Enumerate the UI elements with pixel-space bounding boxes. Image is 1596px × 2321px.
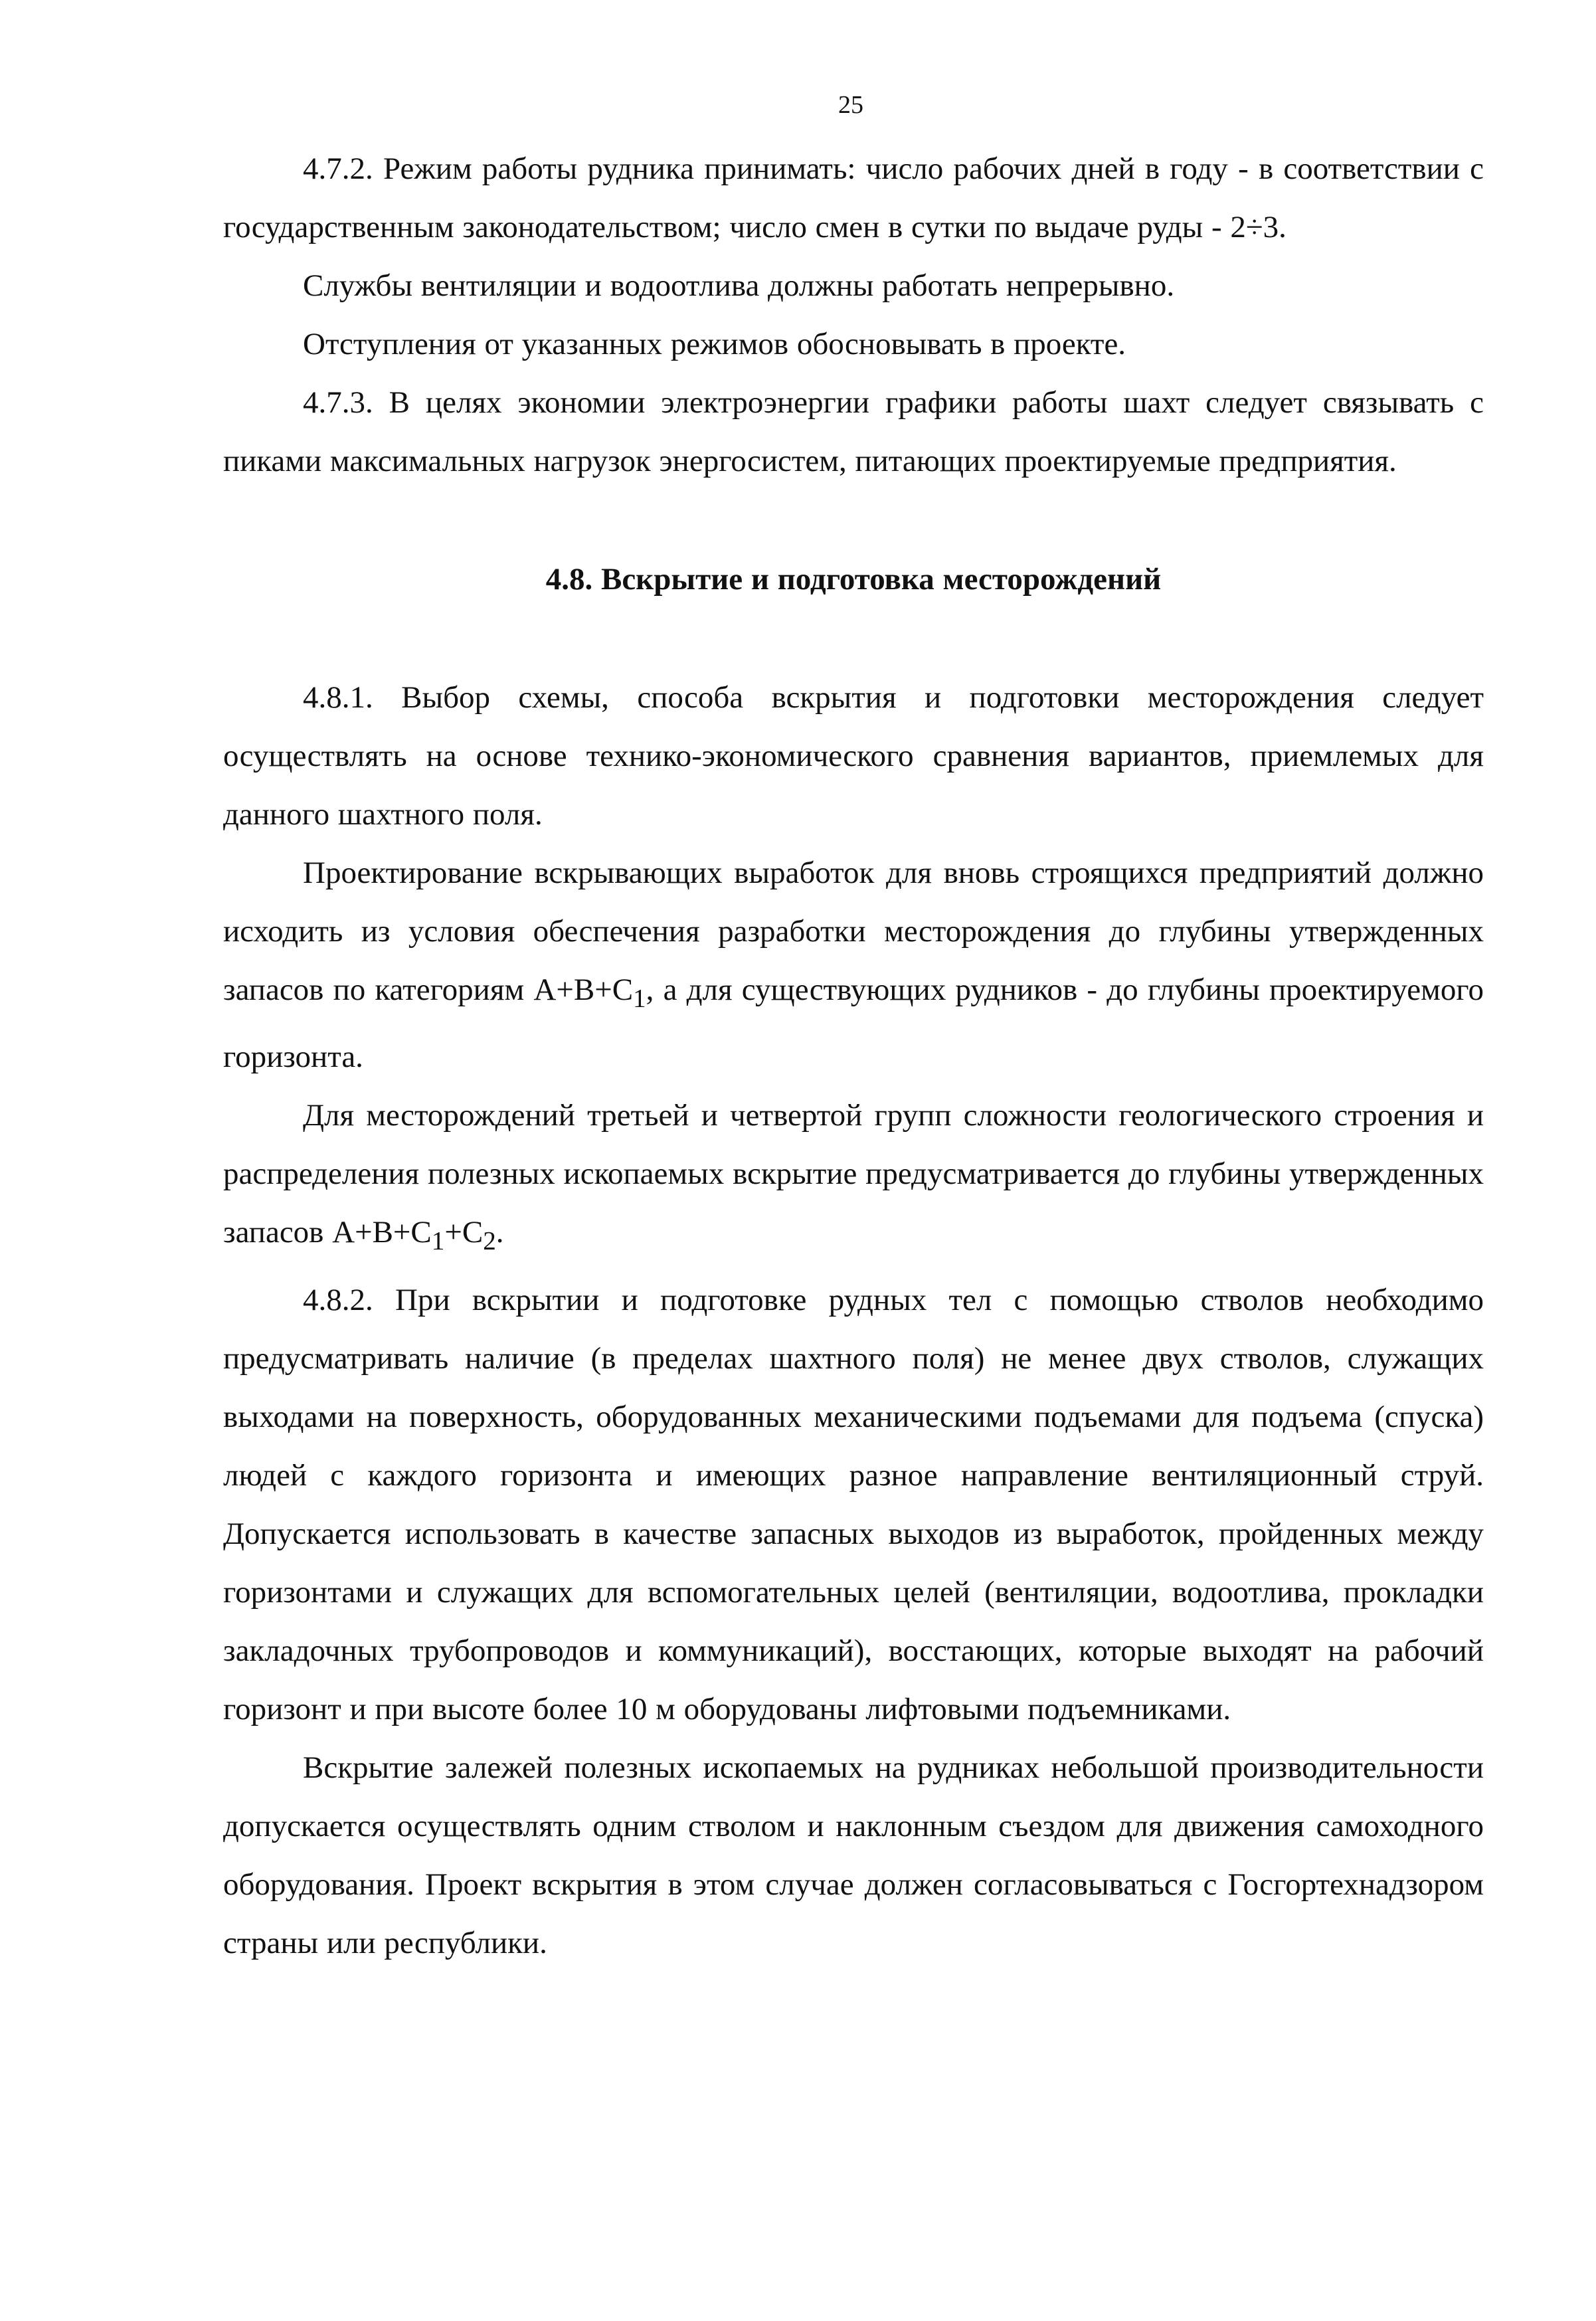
page-number: 25 xyxy=(838,91,863,119)
subscript: 1 xyxy=(633,984,646,1013)
section-heading: 4.8. Вскрытие и подготовка месторождений xyxy=(545,562,1162,597)
paragraph-4-8-1: 4.8.1. Выбор схемы, способа вскрытия и подготовки месторождения следует осуществлять на основе технико-экономического сравнения вариантов, приемлемых для данного шахтного поля. xyxy=(223,680,1484,832)
subscript: 1 xyxy=(431,1226,445,1255)
paragraph-design-openings xyxy=(223,844,1484,1086)
paragraph-small-mines: Вскрытие залежей полезных ископаемых на рудниках небольшой производительности допускается осуществлять одним стволом и наклонным съездом для движения самоходного оборудования. Проект вскрытия в этом случае должен согласовываться с Госгортехнадзором страны или республики. xyxy=(223,1750,1484,1960)
subscript: 2 xyxy=(483,1226,496,1255)
paragraph-4-7-3: 4.7.3. В целях экономии электроэнергии графики работы шахт следует связывать с пиками максимальных нагрузок энергосистем, питающих проектируемые предприятия. xyxy=(223,385,1484,478)
text-run: Проектирование вскрывающих выработок для вновь строящихся предприятий должно исходить из условия обеспечения разработки месторождения до глубины утвержденных запасов по категориям А+В+С xyxy=(223,856,1484,1007)
paragraph-4-7-2: 4.7.2. Режим работы рудника принимать: число рабочих дней в году - в соответствии с государственным законодательством; число смен в сутки по выдаче руды - 2÷3. xyxy=(223,151,1484,244)
text-run: , а для существующих рудников - до глубины проектируемого горизонта. xyxy=(223,973,1484,1075)
document-body xyxy=(223,139,1484,1972)
paragraph-deposit-groups xyxy=(223,1086,1484,1270)
paragraph-deviations: Отступления от указанных режимов обосновывать в проекте. xyxy=(303,327,1126,361)
text-run: Для месторождений третьей и четвертой групп сложности геологического строения и распределения полезных ископаемых вскрытие предусматривается до глубины утвержденных запасов А+В+С xyxy=(223,1098,1484,1250)
text-run: . xyxy=(495,1215,504,1250)
paragraph-services: Службы вентиляции и водоотлива должны работать непрерывно. xyxy=(303,268,1175,303)
text-run: +С xyxy=(444,1215,484,1250)
paragraph-4-8-2: 4.8.2. При вскрытии и подготовке рудных тел с помощью стволов необходимо предусматривать наличие (в пределах шахтного поля) не менее двух стволов, служащих выходами на поверхность, оборудованных механическими подъемами для подъема (спуска) людей с каждого горизонта и имеющих разное направление вентиляционный струй. Допускается использовать в качестве запасных выходов из выработок, пройденных между горизонтами и служащих для вспомогательных целей (вентиляции, водоотлива, прокладки закладочных трубопроводов и коммуникаций), восстающих, которые выходят на рабочий горизонт и при высоте более 10 м оборудованы лифтовыми подъемниками. xyxy=(223,1282,1484,1726)
